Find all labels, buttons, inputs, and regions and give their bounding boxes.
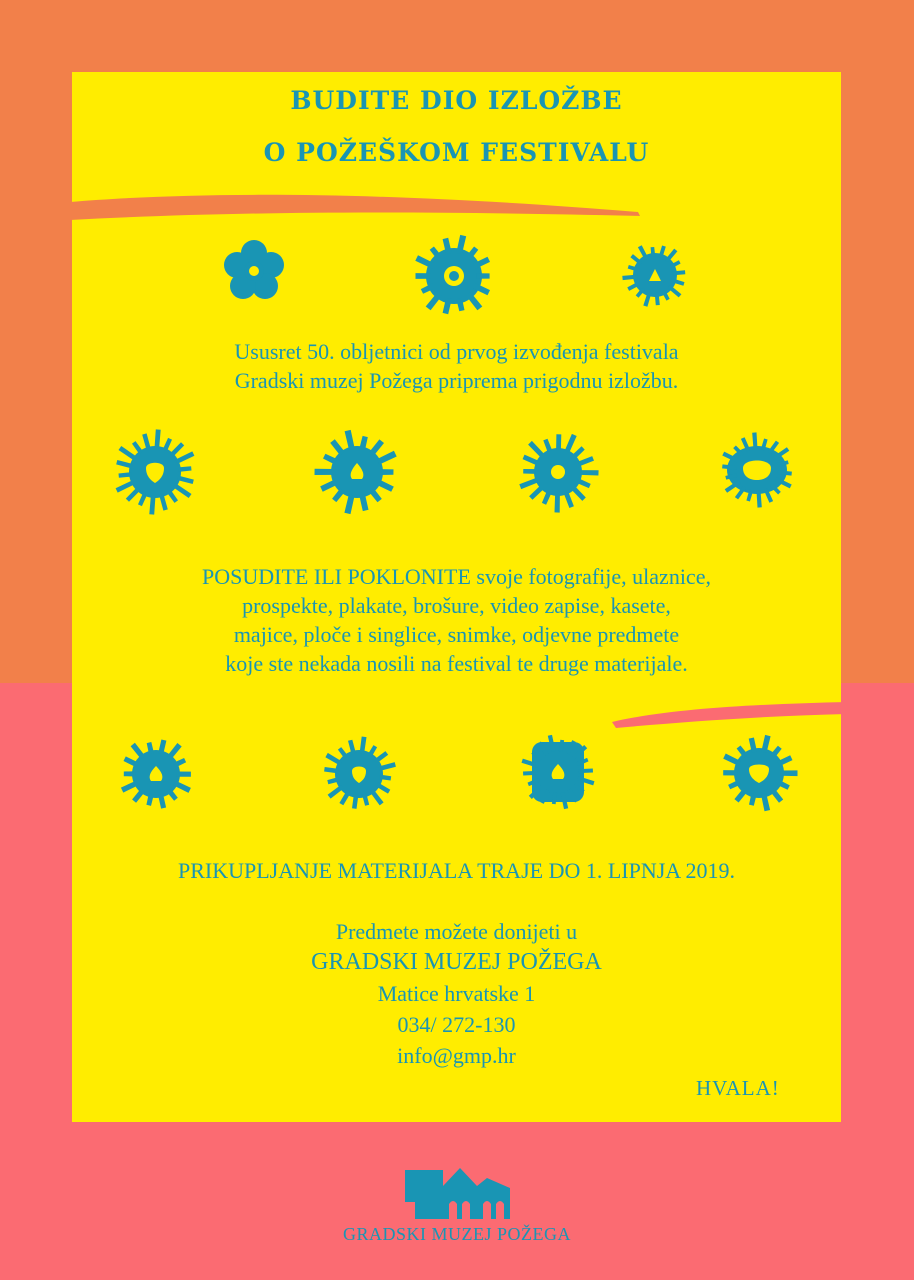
contact-address: Matice hrvatske 1	[377, 981, 536, 1006]
flower-icon	[712, 430, 802, 510]
flower-icon	[220, 237, 288, 305]
contact-museum-name: GRADSKI MUZEJ POŽEGA	[311, 949, 602, 975]
logo-text: GRADSKI MUZEJ POŽEGA	[342, 1224, 571, 1244]
thanks-text: HVALA!	[696, 1076, 780, 1100]
heading-line-1: BUDITE DIO IZLOŽBE	[290, 86, 623, 115]
contact-phone: 034/ 272-130	[397, 1012, 516, 1037]
flower-icon	[312, 427, 402, 517]
call-line-2: prospekte, plakate, brošure, video zapise, kasete,	[242, 593, 671, 618]
flower-icon	[515, 429, 601, 515]
call-emphasis: POSUDITE ILI POKLONITE	[202, 564, 471, 589]
heading-line-2: O POŽEŠKOM FESTIVALU	[263, 138, 650, 167]
contact-block	[72, 917, 841, 1071]
intro-text	[72, 337, 841, 395]
flower-icon	[110, 427, 200, 517]
contact-email[interactable]: info@gmp.hr	[397, 1043, 516, 1068]
call-text	[72, 562, 841, 678]
flower-icon	[410, 232, 498, 320]
intro-line-2: Gradski muzej Požega priprema prigodnu izložbu.	[234, 368, 679, 393]
flower-icon	[116, 734, 196, 814]
call-line-1: svoje fotografije, ulaznice,	[470, 564, 711, 589]
deadline-text: PRIKUPLJANJE MATERIJALA TRAJE DO 1. LIPNJA 2019.	[178, 858, 735, 883]
flower-icon	[718, 732, 800, 814]
contact-intro: Predmete možete donijeti u	[335, 919, 578, 944]
poster-panel	[72, 72, 841, 1122]
call-line-3: majice, ploče i singlice, snimke, odjevne predmete	[233, 622, 680, 647]
call-line-4: koje ste nekada nosili na festival te druge materijale.	[225, 651, 688, 676]
museum-building-icon	[405, 1164, 510, 1219]
flower-icon	[319, 734, 399, 814]
flower-icon	[518, 730, 598, 814]
intro-line-1: Ususret 50. obljetnici od prvog izvođenja festivala	[234, 339, 679, 364]
right-stripe	[612, 700, 852, 730]
top-stripe	[70, 190, 645, 222]
flower-icon	[620, 240, 690, 310]
